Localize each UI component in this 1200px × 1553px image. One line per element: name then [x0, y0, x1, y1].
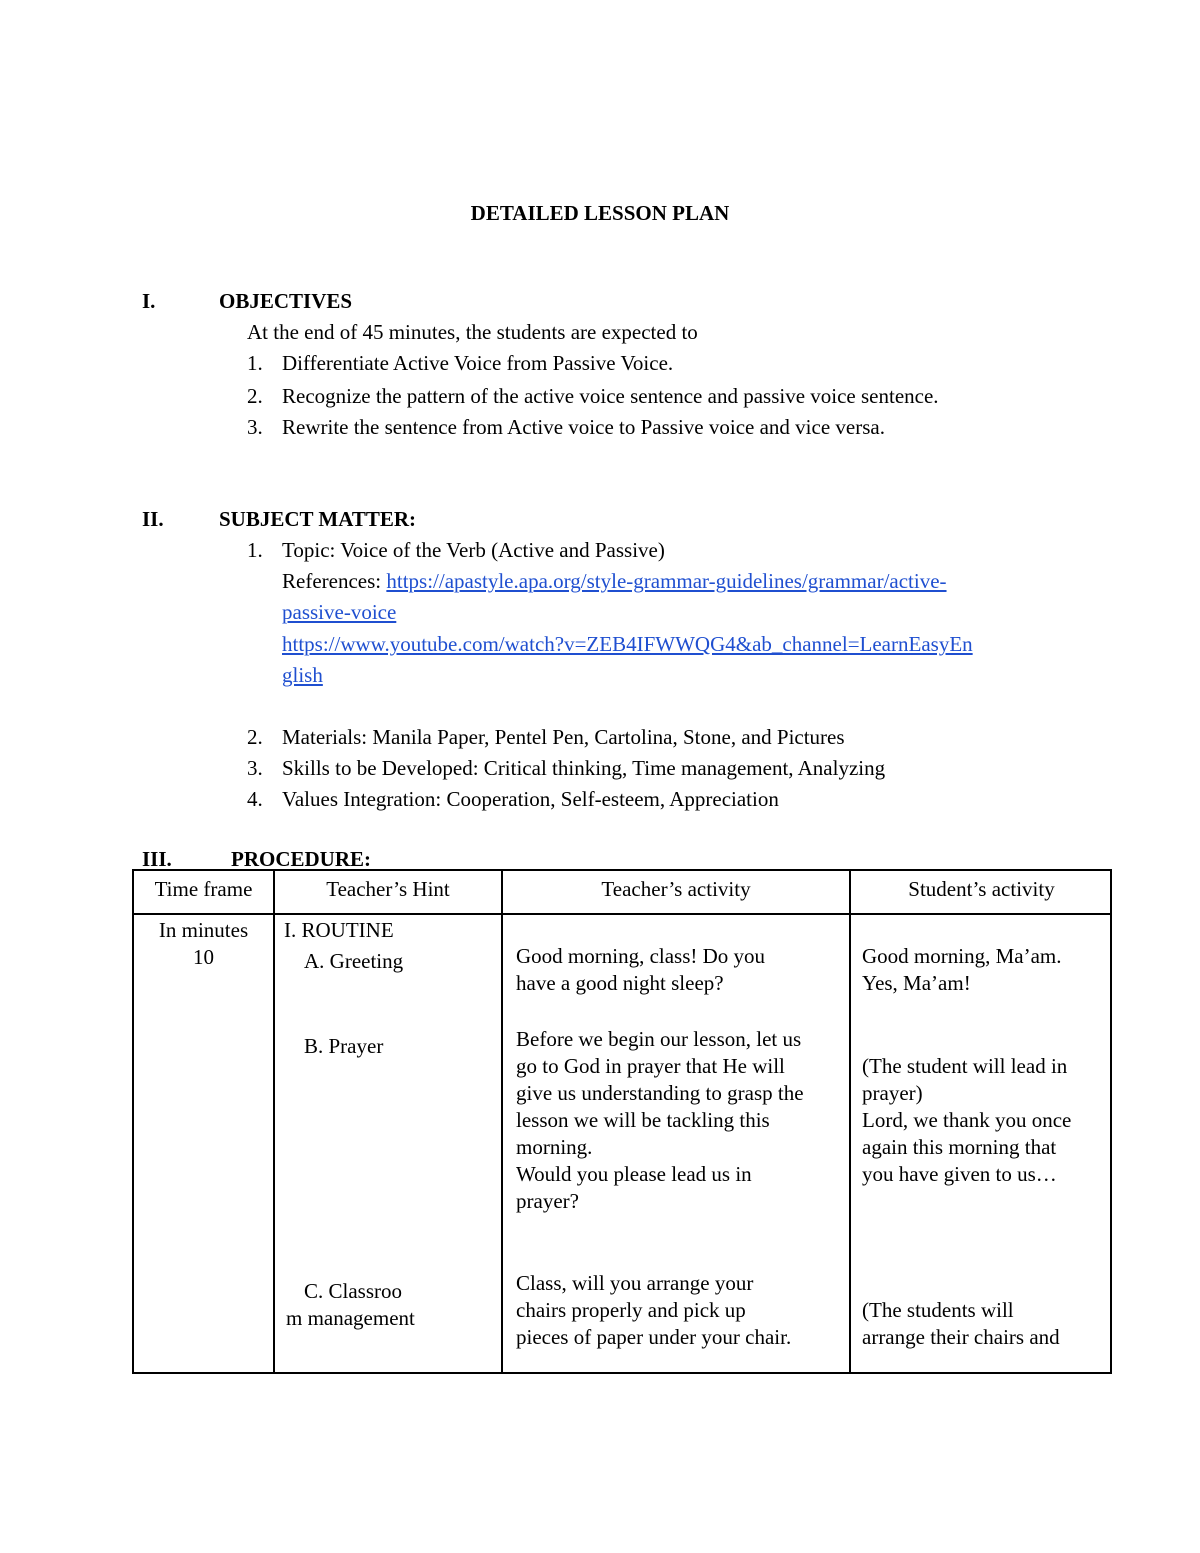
references-label: References: — [282, 569, 387, 593]
hint-classroom-1: C. Classroo — [304, 1279, 403, 1303]
section-title-objectives: OBJECTIVES — [219, 289, 353, 313]
header-time-frame: Time frame — [154, 877, 253, 901]
section-number: III. — [142, 847, 172, 871]
hint-classroom-2: m management — [286, 1306, 415, 1330]
reference-link-youtube-continuation[interactable] — [282, 663, 323, 688]
student-greeting-text: Good morning, Ma’am. Yes, Ma’am! — [862, 944, 1062, 995]
section-title-subject-matter: SUBJECT MATTER: — [219, 507, 417, 531]
column-divider — [501, 871, 503, 1372]
objective-item: Recognize the pattern of the active voice sentence and passive voice sentence. — [282, 384, 939, 408]
materials-item: Materials: Manila Paper, Pentel Pen, Cartolina, Stone, and Pictures — [282, 725, 845, 749]
references-line — [282, 569, 947, 594]
hint-prayer: B. Prayer — [304, 1034, 384, 1058]
header-teachers-hint: Teacher’s Hint — [326, 877, 450, 901]
section-title-procedure: PROCEDURE: — [231, 847, 371, 871]
student-prayer-text: (The student will lead in prayer) Lord, we thank you once again this morning that you have given to us… — [862, 1054, 1072, 1186]
section-number: II. — [142, 507, 164, 531]
header-divider — [134, 913, 1110, 915]
values-item: Values Integration: Cooperation, Self-esteem, Appreciation — [282, 787, 779, 811]
list-number: 2. — [247, 384, 263, 408]
list-number: 1. — [247, 538, 263, 562]
objective-item: Differentiate Active Voice from Passive Voice. — [282, 351, 674, 375]
header-teachers-activity: Teacher’s activity — [601, 877, 751, 901]
time-frame-cell — [134, 917, 273, 971]
list-number: 3. — [247, 756, 263, 780]
list-number: 3. — [247, 415, 263, 439]
reference-link-youtube-cont[interactable]: glish — [282, 663, 323, 687]
procedure-table — [132, 869, 1112, 1374]
document-title: DETAILED LESSON PLAN — [470, 201, 730, 225]
reference-link-apastyle-cont[interactable]: passive-voice — [282, 600, 397, 624]
hint-routine: I. ROUTINE — [284, 918, 394, 942]
time-frame-value: 10 — [193, 945, 214, 969]
section-number: I. — [142, 289, 156, 313]
list-number: 4. — [247, 787, 263, 811]
teacher-classroom-text: Class, will you arrange your chairs properly and pick up pieces of paper under your chair. — [516, 1271, 792, 1349]
objective-item: Rewrite the sentence from Active voice to Passive voice and vice versa. — [282, 415, 885, 439]
time-frame-label: In minutes — [158, 918, 249, 942]
reference-link-youtube-text[interactable]: https://www.youtube.com/watch?v=ZEB4IFWWQG4&ab_channel=LearnEasyEn — [282, 632, 973, 656]
reference-link-youtube[interactable] — [282, 632, 973, 657]
teacher-prayer-text: Before we begin our lesson, let us go to God in prayer that He will give us understanding to grasp the lesson we will be tackling this morning. Would you please lead us in prayer? — [516, 1027, 804, 1213]
hint-greeting: A. Greeting — [304, 949, 404, 973]
topic-text: Topic: Voice of the Verb (Active and Passive) — [282, 538, 665, 562]
header-students-activity: Student’s activity — [908, 877, 1055, 901]
list-number: 2. — [247, 725, 263, 749]
list-number: 1. — [247, 351, 263, 375]
reference-link-apastyle[interactable]: https://apastyle.apa.org/style-grammar-guidelines/grammar/active- — [386, 569, 947, 593]
column-divider — [849, 871, 851, 1372]
column-divider — [273, 871, 275, 1372]
skills-item: Skills to be Developed: Critical thinking, Time management, Analyzing — [282, 756, 886, 780]
reference-link-continuation[interactable] — [282, 600, 396, 625]
objectives-intro: At the end of 45 minutes, the students are expected to — [247, 320, 698, 344]
student-classroom-text: (The students will arrange their chairs and — [862, 1298, 1060, 1349]
teacher-greeting-text: Good morning, class! Do you have a good night sleep? — [516, 944, 766, 995]
